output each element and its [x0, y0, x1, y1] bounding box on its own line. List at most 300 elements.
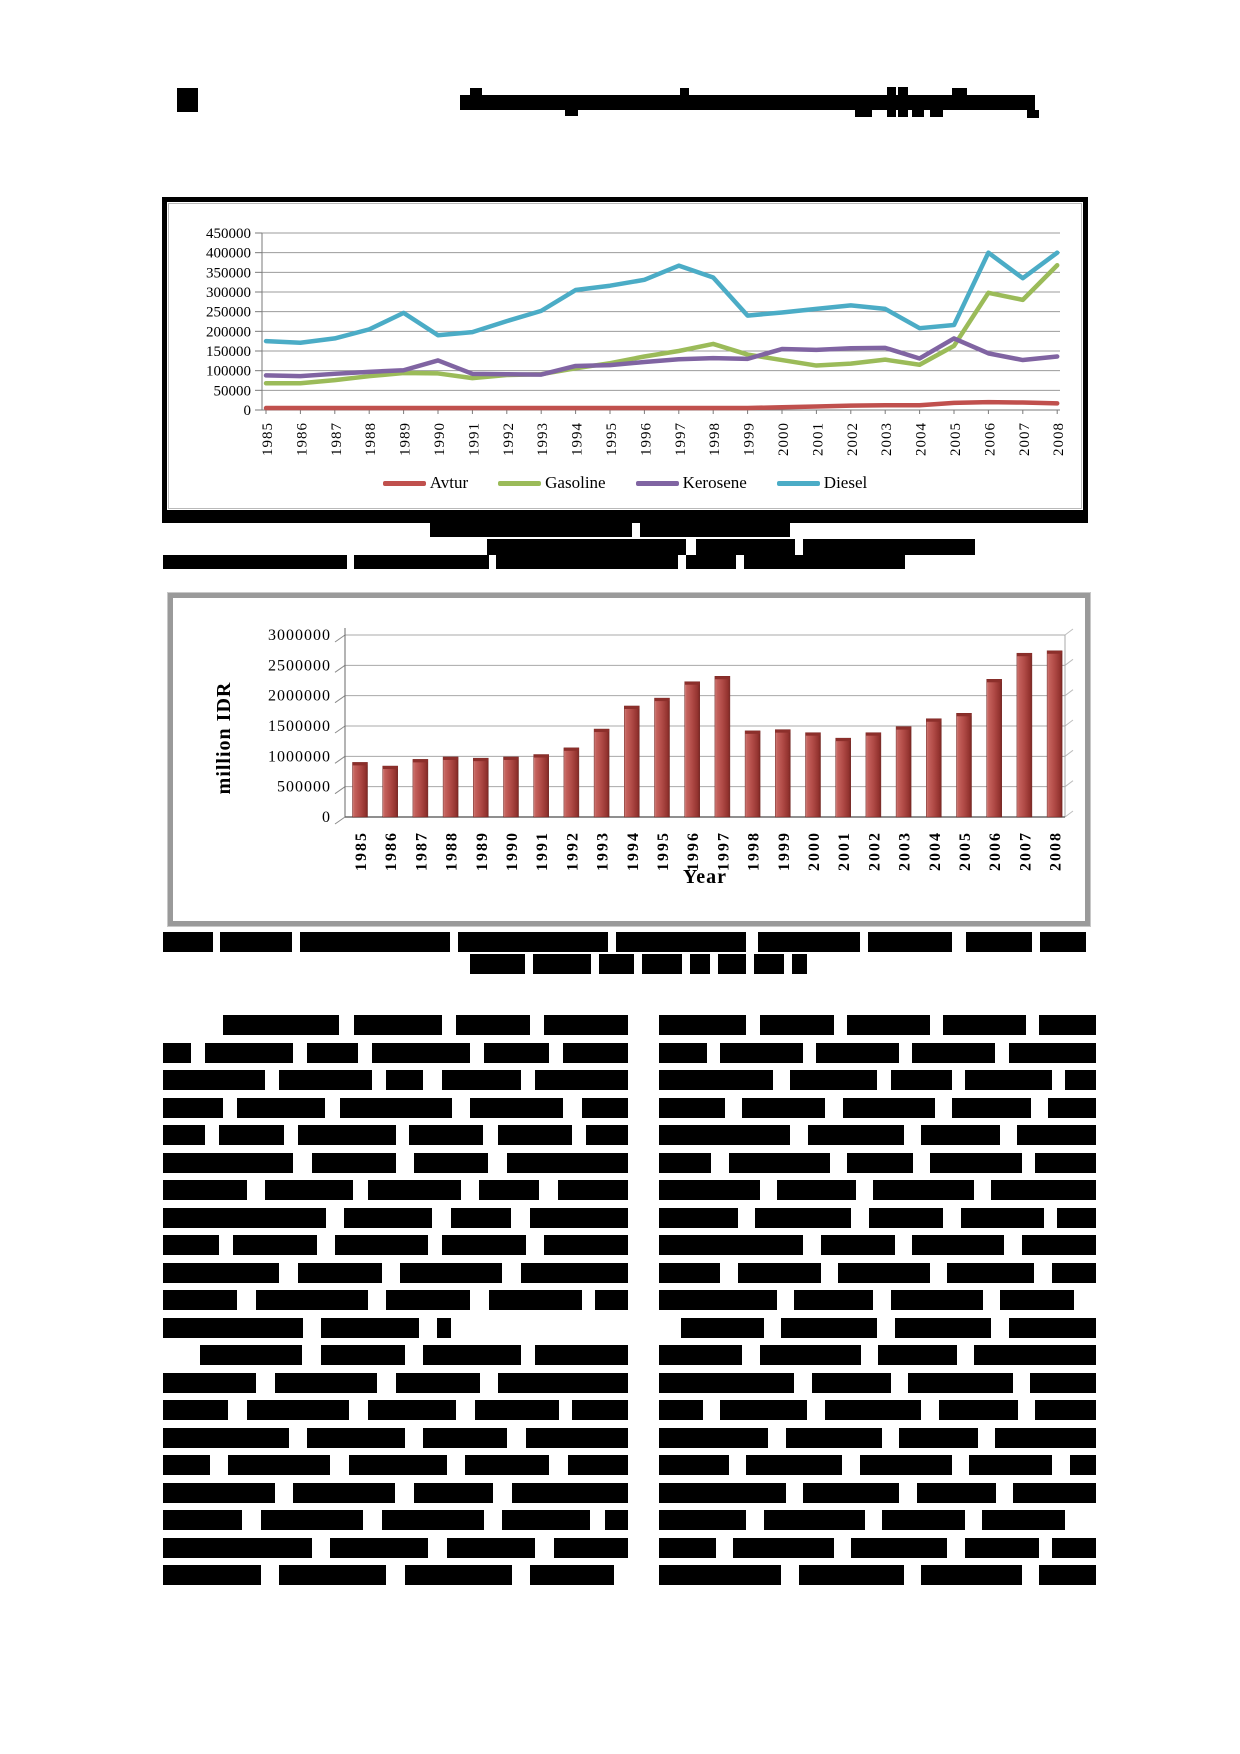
redacted-text — [554, 1538, 628, 1558]
redacted-text — [760, 1015, 834, 1035]
redacted-text — [799, 1565, 904, 1585]
svg-text:500000: 500000 — [277, 778, 331, 796]
redacted-text — [279, 1070, 372, 1090]
redacted-text — [502, 1510, 590, 1530]
redacted-text — [307, 1043, 358, 1063]
redacted-text — [368, 1180, 461, 1200]
redacted-text — [223, 1015, 339, 1035]
redacted-text — [298, 1125, 396, 1145]
redacted-text — [465, 1455, 549, 1475]
redacted-text — [659, 1070, 773, 1090]
svg-text:0: 0 — [322, 809, 331, 826]
svg-text:1995: 1995 — [655, 831, 672, 871]
redacted-text — [582, 1098, 628, 1118]
redacted-text — [952, 88, 967, 95]
redacted-text — [586, 1125, 628, 1145]
redacted-text — [456, 1015, 530, 1035]
redacted-text — [489, 1290, 582, 1310]
redacted-text — [746, 1455, 842, 1475]
svg-text:1991: 1991 — [534, 831, 552, 871]
redacted-text — [344, 1208, 432, 1228]
redacted-text — [812, 1373, 891, 1393]
svg-text:100000: 100000 — [206, 363, 251, 380]
redacted-text — [696, 539, 795, 555]
legend-item-diesel — [777, 473, 867, 493]
legend-item-kerosene — [636, 473, 747, 493]
redacted-text — [265, 1180, 353, 1200]
redacted-text — [163, 1153, 293, 1173]
redacted-text — [718, 954, 746, 974]
legend-label-diesel: Diesel — [823, 473, 868, 492]
redacted-text — [507, 1153, 628, 1173]
redacted-text — [1027, 110, 1039, 118]
svg-text:1988: 1988 — [443, 831, 461, 871]
redacted-text — [512, 1483, 628, 1503]
redacted-text — [690, 954, 710, 974]
redacted-text — [930, 110, 943, 117]
redacted-text — [382, 1510, 484, 1530]
redacted-text — [163, 1180, 247, 1200]
redacted-text — [565, 110, 578, 116]
redacted-text — [386, 1070, 423, 1090]
redacted-text — [816, 1043, 899, 1063]
redacted-text — [572, 1400, 628, 1420]
svg-text:400000: 400000 — [206, 245, 251, 262]
legend-label-kerosene: Kerosene — [682, 473, 747, 492]
redacted-text — [496, 555, 678, 569]
redacted-text — [943, 1015, 1026, 1035]
svg-text:1987: 1987 — [328, 422, 345, 456]
redacted-text — [163, 1125, 205, 1145]
redacted-text — [205, 1043, 293, 1063]
diesel-line-swatch — [777, 481, 820, 486]
redacted-text — [321, 1345, 405, 1365]
redacted-text — [659, 1015, 746, 1035]
redacted-text — [961, 1208, 1044, 1228]
redacted-text — [177, 88, 198, 112]
redacted-text — [163, 1373, 256, 1393]
redacted-text — [733, 1538, 834, 1558]
redacted-text — [219, 1125, 284, 1145]
redacted-text — [1048, 1098, 1096, 1118]
redacted-text — [760, 1345, 861, 1365]
redacted-text — [1013, 1483, 1096, 1503]
redacted-text — [1065, 1070, 1096, 1090]
redacted-text — [659, 1400, 703, 1420]
redacted-text — [969, 1455, 1052, 1475]
svg-text:2001: 2001 — [810, 422, 827, 456]
svg-text:1985: 1985 — [260, 422, 276, 456]
svg-text:150000: 150000 — [206, 344, 251, 360]
redacted-text — [659, 1125, 790, 1145]
redacted-text — [414, 1483, 493, 1503]
redacted-text — [487, 539, 686, 555]
svg-text:200000: 200000 — [206, 324, 251, 341]
svg-text:1000000: 1000000 — [268, 748, 331, 766]
svg-text:2005: 2005 — [957, 831, 974, 871]
redacted-text — [1057, 1208, 1096, 1228]
avtur-line-swatch — [383, 481, 426, 486]
redacted-text — [659, 1043, 707, 1063]
redacted-text — [659, 1208, 738, 1228]
redacted-text — [659, 1180, 760, 1200]
svg-text:1997: 1997 — [672, 422, 689, 456]
svg-text:2000: 2000 — [776, 422, 792, 456]
redacted-text — [1052, 1538, 1096, 1558]
redacted-text — [558, 1180, 628, 1200]
redacted-text — [599, 954, 634, 974]
redacted-text — [437, 1318, 451, 1338]
redacted-text — [163, 1428, 289, 1448]
redacted-text — [442, 1235, 526, 1255]
svg-text:2500000: 2500000 — [268, 657, 331, 675]
redacted-text — [163, 1208, 326, 1228]
redacted-text — [930, 1153, 1022, 1173]
redacted-text — [659, 1263, 720, 1283]
svg-text:1996: 1996 — [685, 831, 703, 871]
svg-text:1993: 1993 — [594, 831, 612, 871]
redacted-text — [680, 88, 689, 96]
redacted-text — [982, 1510, 1065, 1530]
redacted-text — [354, 555, 489, 569]
redacted-text — [868, 932, 952, 952]
redacted-text — [616, 932, 746, 952]
redacted-text — [163, 1070, 265, 1090]
redacted-text — [847, 1153, 913, 1173]
redacted-text — [821, 1235, 895, 1255]
svg-text:2005: 2005 — [948, 422, 964, 456]
redacted-text — [233, 1235, 317, 1255]
svg-text:2007: 2007 — [1016, 422, 1033, 456]
redacted-text — [939, 1400, 1018, 1420]
redacted-text — [256, 1290, 368, 1310]
redacted-text — [966, 932, 1032, 952]
redacted-text — [200, 1345, 302, 1365]
svg-text:2000: 2000 — [806, 831, 823, 871]
redacted-text — [1052, 1263, 1096, 1283]
svg-text:2007: 2007 — [1017, 831, 1035, 871]
redacted-text — [912, 110, 924, 117]
redacted-text — [642, 954, 682, 974]
redacted-text — [521, 1263, 628, 1283]
svg-text:2004: 2004 — [913, 422, 930, 456]
redacted-text — [860, 1455, 952, 1475]
redacted-text — [891, 1290, 983, 1310]
redacted-text — [312, 1153, 396, 1173]
redacted-text — [1070, 1455, 1096, 1475]
redacted-text — [163, 1043, 191, 1063]
redacted-text — [163, 1235, 219, 1255]
svg-text:2008: 2008 — [1051, 422, 1068, 456]
redacted-text — [1035, 1153, 1096, 1173]
redacted-text — [738, 1263, 821, 1283]
redacted-text — [307, 1428, 405, 1448]
redacted-text — [330, 1538, 428, 1558]
redacted-text — [228, 1455, 330, 1475]
redacted-text — [755, 1208, 851, 1228]
redacted-text — [414, 1153, 488, 1173]
redacted-text — [1009, 1043, 1096, 1063]
svg-text:2002: 2002 — [844, 422, 861, 456]
svg-text:1992: 1992 — [564, 831, 582, 871]
redacted-text — [498, 1125, 572, 1145]
redacted-text — [470, 1098, 563, 1118]
redacted-text — [544, 1015, 628, 1035]
svg-text:1987: 1987 — [413, 831, 431, 871]
redacted-text — [535, 1070, 628, 1090]
redacted-text — [1040, 932, 1086, 952]
redacted-text — [430, 523, 632, 537]
redacted-text — [533, 954, 591, 974]
gasoline-line-swatch — [498, 481, 541, 486]
redacted-text — [917, 1483, 996, 1503]
redacted-text — [659, 1510, 746, 1530]
svg-text:1997: 1997 — [715, 831, 733, 871]
redacted-text — [568, 1455, 628, 1475]
redacted-text — [470, 954, 525, 974]
redacted-text — [659, 1428, 768, 1448]
redacted-text — [479, 1180, 539, 1200]
redacted-text — [878, 1345, 957, 1365]
redacted-text — [729, 1153, 830, 1173]
svg-text:1995: 1995 — [604, 422, 620, 456]
redacted-text — [790, 1070, 877, 1090]
redacted-text — [423, 1428, 507, 1448]
redacted-text — [605, 1510, 628, 1530]
redacted-text — [300, 932, 450, 952]
redacted-text — [396, 1373, 480, 1393]
redacted-text — [659, 1098, 725, 1118]
redacted-text — [873, 1180, 974, 1200]
redacted-text — [442, 1070, 521, 1090]
redacted-text — [825, 1400, 921, 1420]
redacted-text — [659, 1538, 716, 1558]
redacted-text — [405, 1565, 512, 1585]
redacted-text — [340, 1098, 452, 1118]
redacted-text — [458, 932, 608, 952]
svg-text:1985: 1985 — [353, 831, 370, 871]
redacted-text — [1035, 1400, 1096, 1420]
redacted-text — [321, 1318, 419, 1338]
redacted-text — [163, 1290, 237, 1310]
bar-chart-panel — [168, 593, 1090, 926]
svg-text:1999: 1999 — [775, 831, 793, 871]
svg-text:2008: 2008 — [1047, 831, 1065, 871]
redacted-text — [1009, 1318, 1096, 1338]
svg-text:1994: 1994 — [569, 422, 586, 456]
svg-text:250000: 250000 — [206, 304, 251, 321]
redacted-text — [163, 1400, 228, 1420]
redacted-text — [912, 1043, 995, 1063]
redacted-text — [681, 1318, 764, 1338]
svg-text:1998: 1998 — [707, 422, 724, 456]
redacted-text — [659, 1153, 711, 1173]
svg-text:450000: 450000 — [206, 226, 251, 242]
redacted-text — [659, 1290, 777, 1310]
redacted-text — [899, 1428, 978, 1448]
redacted-text — [742, 1098, 825, 1118]
redacted-text — [921, 1565, 1022, 1585]
svg-text:50000: 50000 — [213, 383, 251, 400]
redacted-text — [447, 1538, 535, 1558]
redacted-text — [908, 1373, 1013, 1393]
redacted-text — [781, 1318, 877, 1338]
svg-text:2004: 2004 — [926, 831, 944, 871]
redacted-text — [1022, 1235, 1096, 1255]
redacted-text — [1030, 1373, 1096, 1393]
legend-item-gasoline — [498, 473, 605, 493]
redacted-text — [298, 1263, 382, 1283]
redacted-text — [335, 1235, 428, 1255]
redacted-text — [720, 1043, 803, 1063]
legend-label-avtur: Avtur — [429, 473, 469, 492]
redacted-text — [275, 1373, 377, 1393]
redacted-text — [895, 1318, 991, 1338]
redacted-text — [1039, 1565, 1096, 1585]
redacted-text — [640, 523, 790, 537]
redacted-text — [686, 555, 736, 569]
svg-text:2000000: 2000000 — [268, 687, 331, 705]
redacted-text — [535, 1345, 628, 1365]
svg-text:2001: 2001 — [836, 831, 854, 871]
chart-legend — [167, 473, 1083, 493]
svg-text:1993: 1993 — [535, 422, 552, 456]
svg-text:1989: 1989 — [473, 831, 491, 871]
svg-text:1500000: 1500000 — [268, 718, 331, 735]
redacted-text — [595, 1290, 628, 1310]
redacted-text — [163, 555, 347, 569]
redacted-text — [974, 1345, 1096, 1365]
redacted-text — [965, 1538, 1039, 1558]
redacted-text — [947, 1263, 1034, 1283]
redacted-text — [451, 1208, 511, 1228]
redacted-text — [423, 1345, 521, 1365]
redacted-text — [1017, 1125, 1096, 1145]
svg-text:2002: 2002 — [866, 831, 884, 871]
redacted-text — [851, 1538, 947, 1558]
svg-text:300000: 300000 — [206, 285, 251, 301]
redacted-text — [659, 1565, 781, 1585]
redacted-text — [237, 1098, 325, 1118]
svg-text:3000000: 3000000 — [268, 627, 331, 644]
redacted-text — [1000, 1290, 1074, 1310]
redacted-text — [991, 1180, 1096, 1200]
redacted-text — [484, 1043, 549, 1063]
redacted-text — [794, 1290, 873, 1310]
redacted-text — [869, 1208, 943, 1228]
redacted-text — [659, 1235, 803, 1255]
redacted-text — [163, 1318, 303, 1338]
bar-chart-x-axis-title: Year — [683, 866, 727, 888]
redacted-text — [786, 1428, 882, 1448]
redacted-text — [372, 1043, 470, 1063]
redacted-text — [220, 932, 292, 952]
redacted-text — [754, 954, 784, 974]
redacted-text — [400, 1263, 502, 1283]
redacted-text — [1039, 1015, 1096, 1035]
line-chart — [167, 202, 1083, 510]
redacted-text — [855, 110, 872, 117]
svg-text:1990: 1990 — [432, 422, 448, 456]
svg-text:1994: 1994 — [624, 831, 642, 871]
redacted-text — [349, 1455, 447, 1475]
redacted-text — [475, 1400, 559, 1420]
redacted-text — [882, 1510, 965, 1530]
svg-text:1991: 1991 — [466, 422, 483, 456]
redacted-text — [163, 1510, 242, 1530]
redacted-text — [764, 1510, 865, 1530]
redacted-text — [386, 1290, 470, 1310]
redacted-text — [163, 932, 213, 952]
redacted-text — [803, 539, 975, 555]
svg-text:1986: 1986 — [294, 422, 311, 456]
redacted-text — [530, 1208, 628, 1228]
redacted-text — [843, 1098, 935, 1118]
svg-text:1999: 1999 — [741, 422, 758, 456]
redacted-text — [808, 1125, 904, 1145]
redacted-text — [838, 1263, 930, 1283]
redacted-text — [891, 1070, 952, 1090]
redacted-text — [354, 1015, 442, 1035]
svg-text:1988: 1988 — [363, 422, 380, 456]
legend-item-avtur — [383, 473, 468, 493]
svg-text:0: 0 — [243, 403, 251, 419]
redacted-text — [293, 1483, 395, 1503]
redacted-text — [163, 1455, 210, 1475]
redacted-text — [659, 1373, 794, 1393]
svg-text:1992: 1992 — [500, 422, 517, 456]
redacted-text — [279, 1565, 386, 1585]
redacted-text — [163, 1098, 223, 1118]
svg-text:2003: 2003 — [896, 831, 914, 871]
redacted-text — [163, 1263, 279, 1283]
redacted-text — [887, 87, 896, 117]
redacted-text — [758, 932, 860, 952]
redacted-text — [659, 1483, 786, 1503]
redacted-text — [777, 1180, 856, 1200]
redacted-text — [995, 1428, 1096, 1448]
redacted-text — [965, 1070, 1052, 1090]
redacted-text — [261, 1510, 363, 1530]
svg-text:1996: 1996 — [638, 422, 655, 457]
svg-text:1998: 1998 — [745, 831, 763, 871]
redacted-text — [912, 1235, 1004, 1255]
svg-text:2006: 2006 — [982, 422, 999, 456]
svg-text:1990: 1990 — [504, 831, 521, 871]
redacted-text — [563, 1043, 628, 1063]
legend-label-gasoline: Gasoline — [545, 473, 606, 492]
redacted-text — [247, 1400, 349, 1420]
redacted-text — [163, 1565, 261, 1585]
redacted-text — [952, 1098, 1031, 1118]
svg-text:2003: 2003 — [879, 422, 896, 456]
redacted-text — [544, 1235, 628, 1255]
redacted-text — [921, 1125, 1000, 1145]
redacted-text — [498, 1373, 628, 1393]
redacted-text — [368, 1400, 456, 1420]
redacted-text — [720, 1400, 807, 1420]
redacted-text — [898, 87, 908, 117]
redacted-text — [792, 954, 807, 974]
redacted-text — [526, 1428, 628, 1448]
line-chart-panel — [162, 197, 1088, 523]
svg-text:2006: 2006 — [987, 831, 1005, 871]
redacted-text — [659, 1345, 742, 1365]
svg-text:1986: 1986 — [383, 831, 401, 871]
redacted-text — [409, 1125, 483, 1145]
redacted-text — [659, 1455, 729, 1475]
redacted-text — [163, 1483, 275, 1503]
